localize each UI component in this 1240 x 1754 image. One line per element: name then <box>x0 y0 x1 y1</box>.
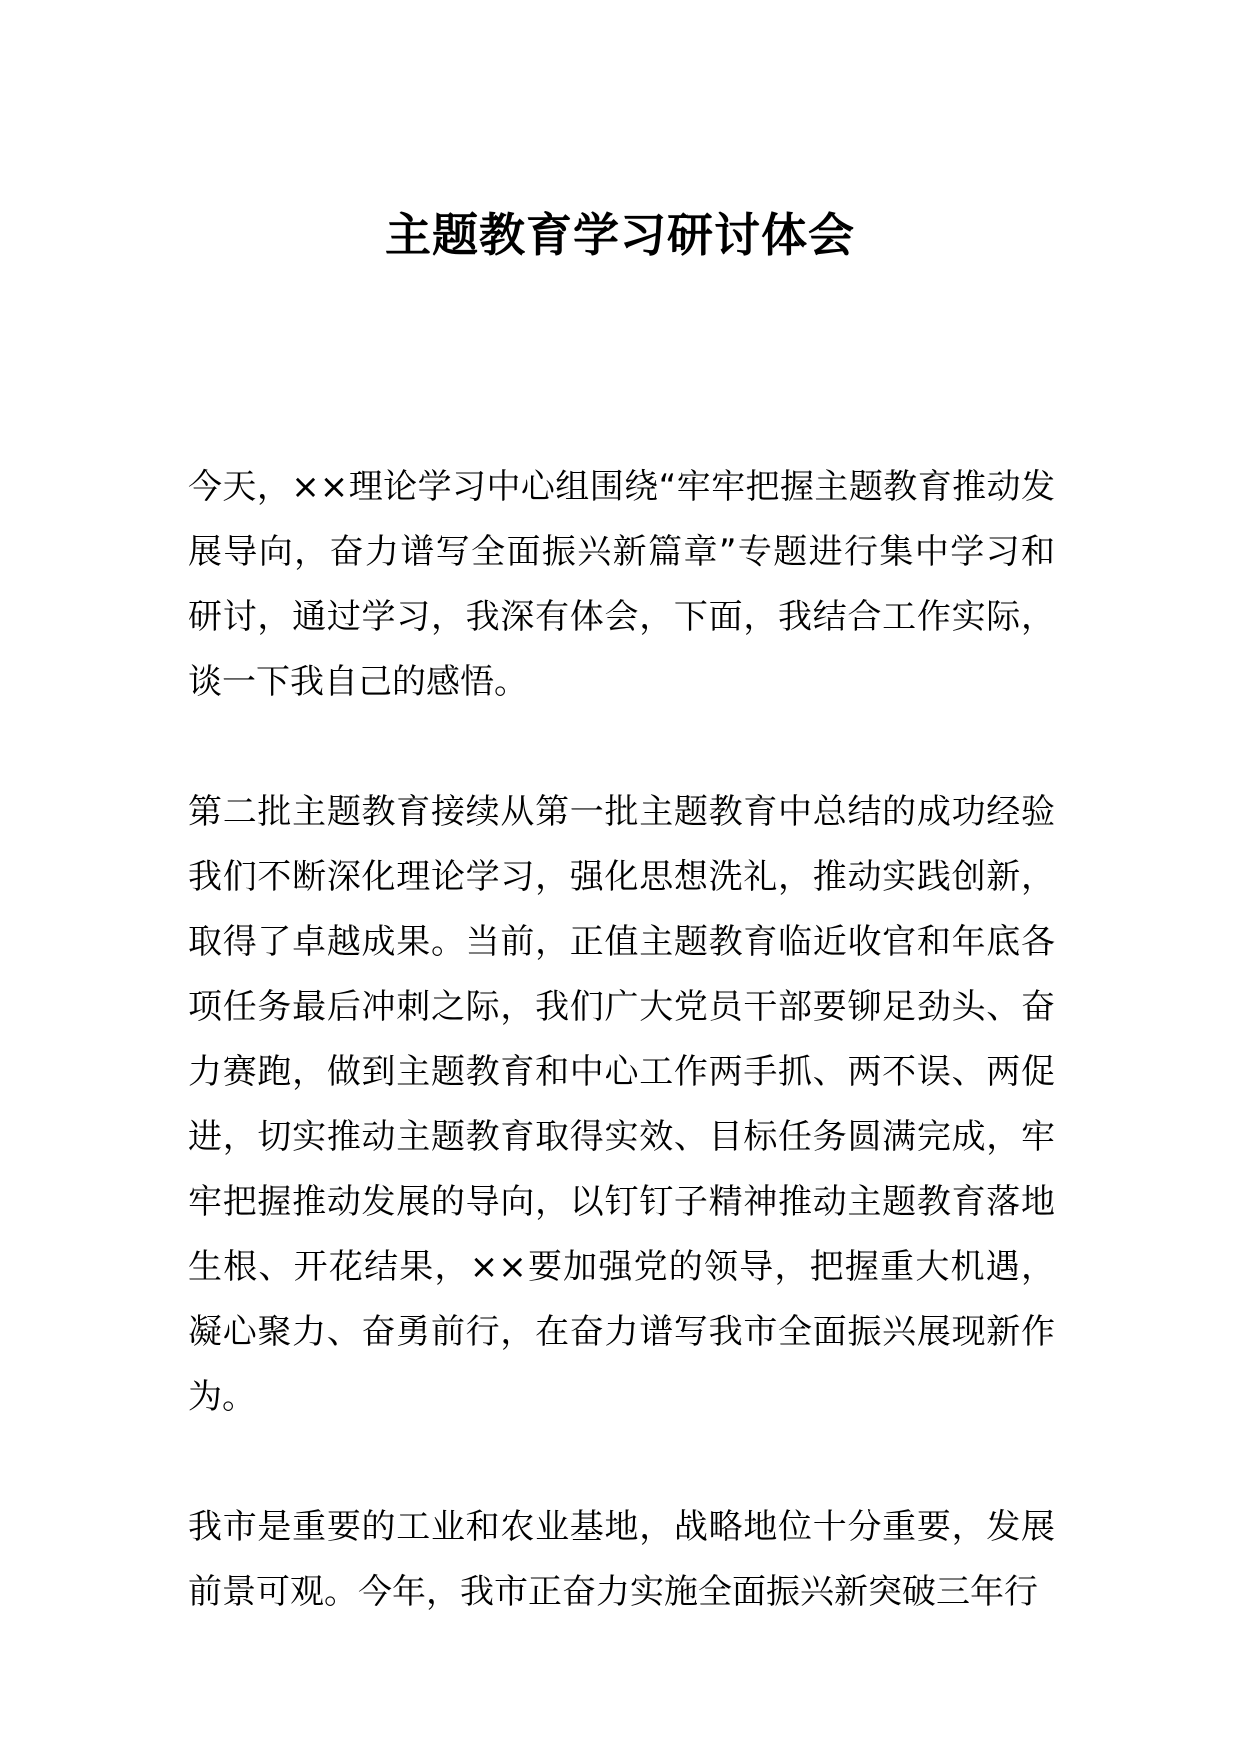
document-body <box>188 455 1055 1690</box>
paragraph-city-base: 我市是重要的工业和农业基地，战略地位十分重要，发展前景可观。今年，我市正奋力实施全面振兴新突破三年行 <box>188 1507 1055 1612</box>
document-title: 主题教育学习研讨体会 <box>385 208 855 262</box>
paragraph-intro: 今天，××理论学习中心组围绕“牢牢把握主题教育推动发展导向，奋力谱写全面振兴新篇章”专题进行集中学习和研讨，通过学习，我深有体会，下面，我结合工作实际，谈一下我自己的感悟。 <box>188 467 1055 702</box>
paragraph-second-batch: 第二批主题教育接续从第一批主题教育中总结的成功经验我们不断深化理论学习，强化思想洗礼，推动实践创新，取得了卓越成果。当前，正值主题教育临近收官和年底各项任务最后冲刺之际，我们广大党员干部要铆足劲头、奋力赛跑，做到主题教育和中心工作两手抓、两不误、两促进，切实推动主题教育取得实效、目标任务圆满完成，牢牢把握推动发展的导向，以钉钉子精神推动主题教育落地生根、开花结果，××要加强党的领导，把握重大机遇，凝心聚力、奋勇前行，在奋力谱写我市全面振兴展现新作为。 <box>188 792 1055 1417</box>
